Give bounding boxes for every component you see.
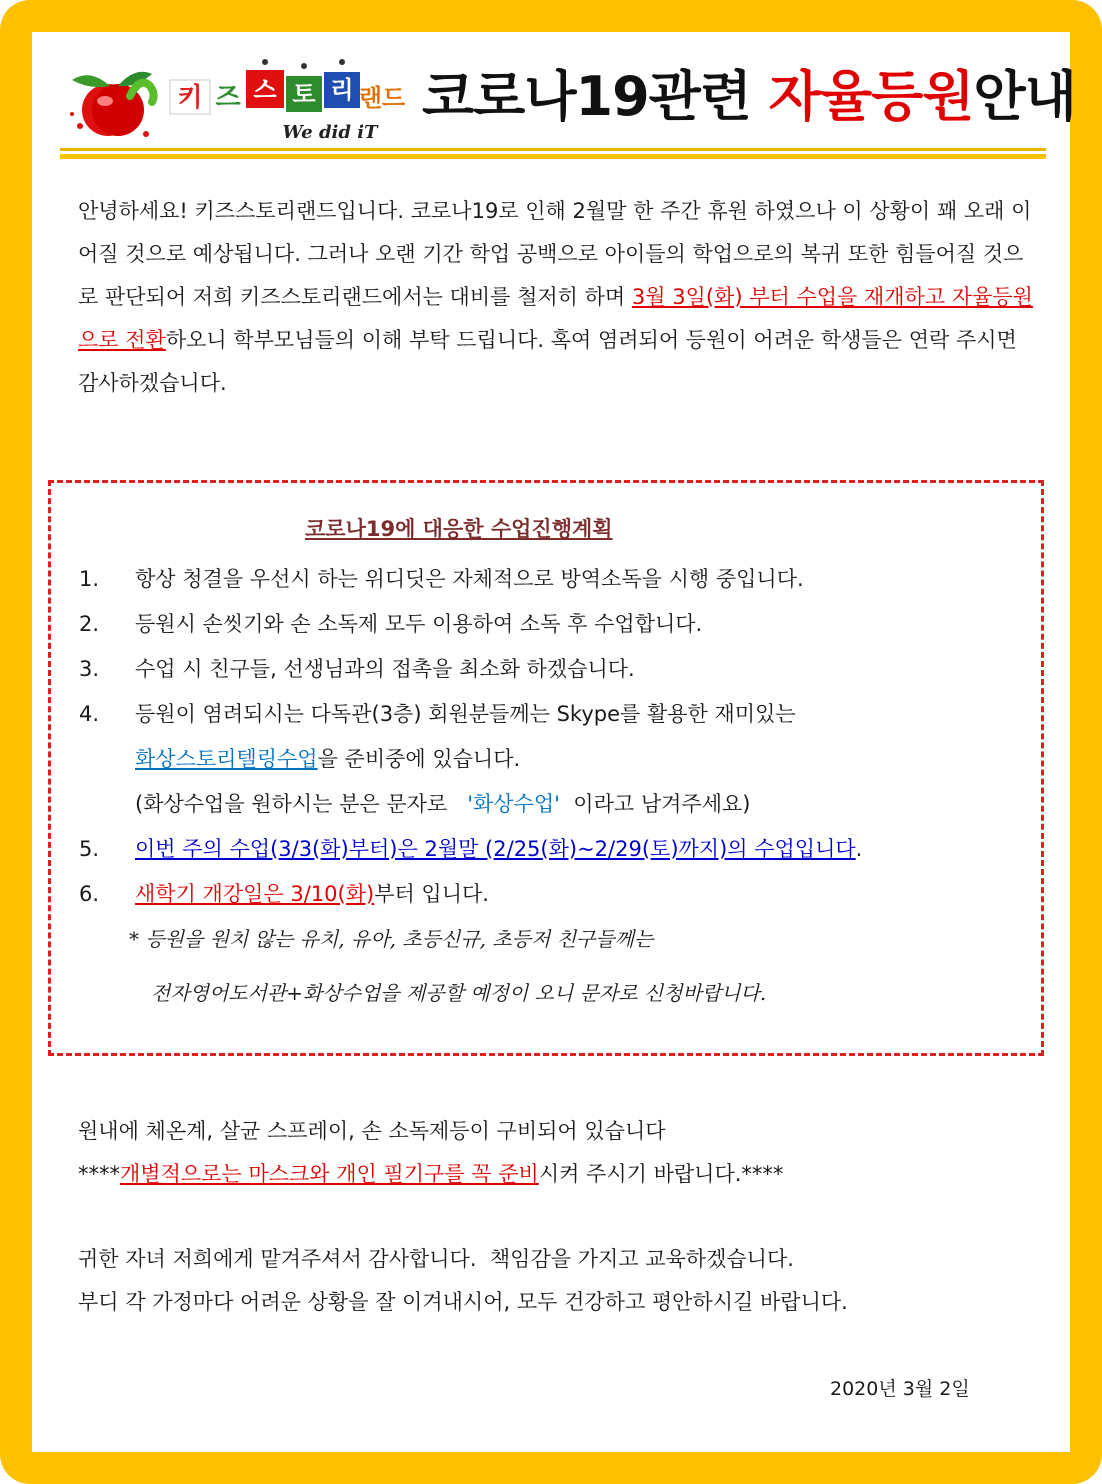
svg-text:스: 스	[253, 76, 277, 104]
svg-text:키: 키	[177, 83, 203, 113]
list-item: 2. 등원시 손씻기와 손 소독제 모두 이용하여 소독 후 수업합니다.	[79, 612, 703, 636]
list-item: 3. 수업 시 친구들, 선생님과의 접촉을 최소화 하겠습니다.	[79, 657, 635, 681]
handwritten-note: 전자영어도서관+화상수업을 제공할 예정이 오니 문자로 신청바랍니다.	[151, 981, 767, 1005]
supplies-paragraph: 원내에 체온계, 살균 스프레이, 손 소독제등이 구비되어 있습니다 ****개별적으로는 마스크와 개인 필기구를 꼭 준비시켜 주시기 바랍니다.****	[78, 1119, 784, 1186]
video-class-keyword: '화상수업'	[467, 792, 560, 816]
svg-text:랜드: 랜드	[358, 84, 406, 112]
intro-paragraph: 안녕하세요! 키즈스토리랜드입니다. 코로나19로 인해 2월말 한 주간 휴원 하였으나 이 상황이 꽤 오래 이어질 것으로 예상됩니다. 그러나 오랜 기간 학업 공백으로 아이들의 학업으로의 복귀 또한 힘들어질 것으로 판단되어 저희 키즈스토리랜드에서는 대비를 철저히 하며 3월 3일(화) 부터 수업을 재개하고 자율등원으로 전환하오니 학부모님들의 이해 부탁 드립니다. 혹여 염려되어 등원이 어려운 학생들은 연락 주시면 감사하겠습니다.	[78, 199, 1033, 395]
kids-story-land-logo	[60, 46, 406, 146]
intro-highlight: 3월 3일(화) 부터 수업을 재개하고 자율등원으로 전환	[78, 285, 1033, 352]
handwritten-note: * 등원을 원치 않는 유치, 유아, 초등신규, 초등저 친구들께는	[129, 927, 654, 951]
list-item: 6. 새학기 개강일은 3/10(화) 부터 입니다.	[79, 872, 1029, 917]
list-item-continuation: (화상수업을 원하시는 분은 문자로 '화상수업' 이라고 남겨주세요)	[135, 792, 751, 816]
svg-text:토: 토	[292, 80, 316, 108]
notice-date: 2020년 3월 2일	[830, 1378, 970, 1400]
notice-paper	[32, 32, 1076, 1452]
supplies-highlight: 개별적으로는 마스크와 개인 필기구를 꼭 준비	[120, 1162, 539, 1186]
plan-box	[48, 480, 1044, 1056]
page-title: 코로나19관련 자율등원안내	[422, 65, 1076, 128]
title-highlight: 자율등원	[768, 65, 974, 128]
list-item: 5. 이번 주의 수업(3/3(화)부터)은 2월말 (2/25(화)~2/29(토)까지)의 수업입니다 .	[79, 827, 1029, 872]
title-divider-thick	[60, 154, 1046, 159]
plan-list	[79, 557, 1029, 917]
svg-text:즈: 즈	[215, 83, 241, 113]
list-item-continuation: 화상스토리텔링수업을 준비중에 있습니다.	[135, 747, 521, 771]
plan-title: 코로나19에 대응한 수업진행계획	[305, 517, 613, 541]
svg-text:리: 리	[330, 76, 354, 104]
semester-highlight: 새학기 개강일은 3/10(화)	[135, 882, 375, 906]
schedule-highlight: 이번 주의 수업(3/3(화)부터)은 2월말 (2/25(화)~2/29(토)까지)의 수업입니다	[135, 837, 856, 861]
list-item: 1. 항상 청결을 우선시 하는 위디딧은 자체적으로 방역소독을 시행 중입니다.	[79, 567, 804, 591]
video-class-highlight: 화상스토리텔링수업	[135, 747, 318, 771]
svg-text:We did iT: We did iT	[282, 122, 378, 143]
title-divider	[60, 148, 1046, 151]
closing-paragraph: 귀한 자녀 저희에게 맡겨주셔서 감사합니다. 책임감을 가지고 교육하겠습니다. 부디 각 가정마다 어려운 상황을 잘 이겨내시어, 모두 건강하고 평안하시길 바랍니다.	[78, 1247, 848, 1314]
list-item: 4. 등원이 염려되시는 다독관(3층) 회원분들께는 Skype를 활용한 재미있는	[79, 702, 796, 726]
